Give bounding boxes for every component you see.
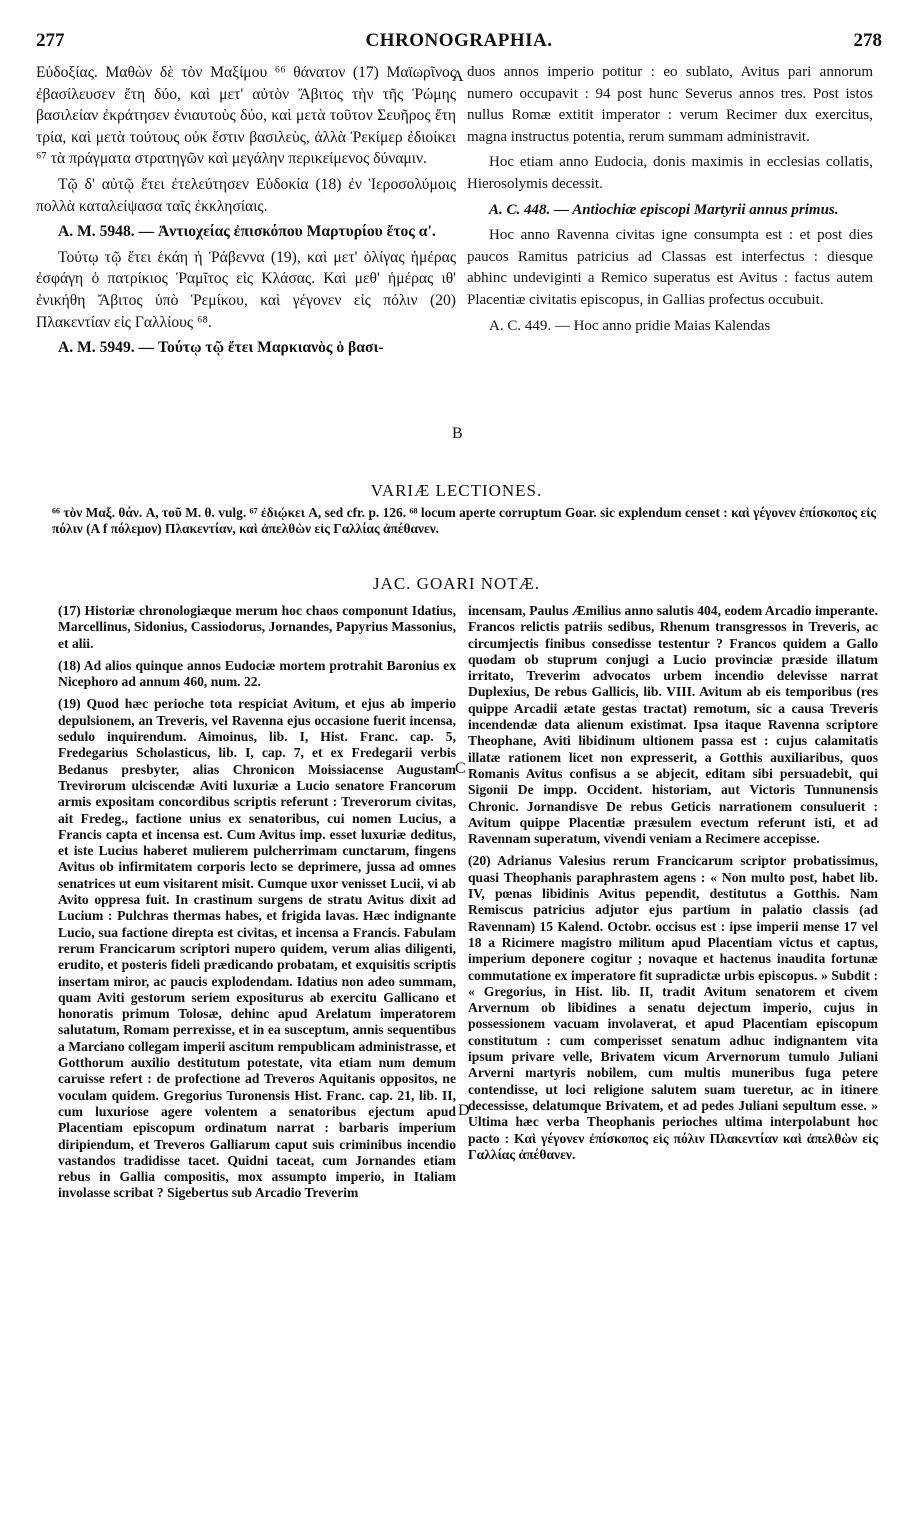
- greek-text-column: [36, 62, 456, 472]
- page-number-left: 277: [36, 30, 65, 51]
- greek-year-heading: A. M. 5949. — Τούτῳ τῷ ἔτει Μαρκιανὸς ὁ βασι-: [58, 339, 384, 357]
- latin-paragraph: Hoc anno Ravenna civitas igne consumpta est : et post dies paucos Ramitus patricius ad Classas est interfectus : diesque abhinc undeviginti a Remico superatus est Avitus : factus autem Placentiæ civitatis episcopus, in Gallias profectus occubuit.: [467, 227, 873, 308]
- note-paragraph: (18) Ad alios quinque annos Eudociæ mortem protrahit Baronius ex Nicephoro ad annum 460, num. 22.: [58, 657, 456, 690]
- margin-letter-a: A: [452, 68, 464, 85]
- latin-paragraph: Hoc etiam anno Eudocia, donis maximis in ecclesias collatis, Hierosolymis decessit.: [467, 154, 873, 192]
- latin-year-heading: A. C. 449. — Hoc anno pridie Maias Kalendas: [489, 317, 771, 334]
- variae-lectiones-text: ⁶⁶ τὸν Μαξ. θάν. A, τοῦ M. θ. vulg. ⁶⁷ ἐδιῴκει A, sed cfr. p. 126. ⁶⁸ locum aperte corruptum Goar. sic explendum censet : καὶ γέγονεν ἐπίσκοπος εἰς πόλιν (A f πόλεμον) Πλακεντίαν, καὶ ἀπελθὼν εἰς Γαλλίας ἀπέθανεν.: [52, 505, 876, 536]
- greek-paragraph: Τούτῳ τῷ ἔτει ἑκάη ἡ Ῥάβεννα (19), καὶ μετ' ὀλίγας ἡμέρας ἐσφάγη ὁ πατρίκιος Ῥαμῖτος εἰς Κλάσας. Καὶ μεθ' ἡμέρας ιθ' ἐνικήθη Ἄβιτος ὑπὸ Ῥεμίκου, καὶ γέγονεν εἰς πόλιν (20) Πλακεντίαν εἰς Γαλλίους ⁶⁸.: [36, 248, 456, 331]
- greek-year-heading: A. M. 5948. — Ἀντιοχείας ἐπισκόπου Μαρτυρίου ἔτος α'.: [58, 223, 436, 241]
- latin-paragraph: duos annos imperio potitur : eo sublato, Avitus pari annorum numero occupavit : 94 post hunc Severus annos tres. Post istos nullus Romæ extitit imperator : verum Recimer dux exercitus, magna instructus potentia, rerum summam administravit.: [467, 64, 873, 145]
- note-paragraph: (19) Quod hæc perioche tota respiciat Avitum, et ejus ab imperio depulsionem, an Treveris, vel Ravenna ejus occasione fuerit incensa, sedulo inquirendum. Aimoinus, lib. I, Hist. Franc. cap. 5, Fredegarius Scholasticus, lib. I, cap. 7, et ex Fredegarii verbis Bedanus presbyter, alias Chronicon Moissiacense Augustam Trevirorum ulciscendæ Aviti luxuriæ a Lucio senatore Francorum armis expositam concordibus scriptis referunt : Treverorum civitas, ait Fredeg., factione unius ex senatoribus, cui nomen Lucius, a Francis capta et incensa est. Cum Avitus imp. esset luxuriæ deditus, et iste Lucius haberet mulierem pulcherrimam cunctarum, fingens Avitus ob infirmitatem corporis lecto se deprimere, jussa ad omnes senatrices ut eum visitarent misit. Cumque uxor venisset Lucii, vi ab Avito oppresa fuit. In crastinum surgens de stratu Avitus dixit ad Lucium : Pulchras thermas habes, et frigida lavas. Hæc indignante Lucio, sua factione direpta est civitas, et incensa a Francis. Fabulam rerum Francicarum scriptori nupero quidem, verum alias diligenti, erudito, et posteris fideli prædicando probatam, et exquisitis scriptis insertam miror, ac paucis explodendam. Idatius non adeo summam, quam Aviti gestorum seriem expositurus ab exercitu Gallicano et honoratis primum Tolosæ, dehinc apud Arelatum imperatorem salutatum, Romam perrexisse, et in ea susceptum, annis sequentibus a Marciano collegam imperii ascitum rempublicam administrasse, et Gotthorum auxilio destitutum potestate, vita etiam num demum caruisse refert : de profectione ad Treveros Aquitanis oppositos, ne voculam quidem. Gregorius Turonensis Hist. Franc. cap. 21, lib. II, cum luxuriose agere volentem a senatoribus ejectum apud Placentiam episcopum ordinatum narrat : barbaris imperium diripiendum, et Treveros Galliarum caput suis criminibus incendio vastandos tradidisse tacet. Quidni taceat, cum Jornandes etiam rebus in Gallia compositis, mox assumpto imperio, in Italiam involasse scribat ? Sigebertus sub Arcadio Treverim: [58, 696, 456, 1201]
- note-paragraph: (20) Adrianus Valesius rerum Francicarum scriptor probatissimus, quasi Theophanis paraphrastem agens : « Non multo post, habet lib. IV, pœnas libidinis Avitus pependit, destitutus a Gotthis. Nam Remiscus patricius adjutor ejus partium in palatio classis (ad Ravennam) 15 Kalend. Octobr. occisus est : ipse imperii mense 17 vel 18 a Ricimere magistro militum apud Placentiam victus et captus, imperium deponere cogitur ; novaque et hactenus inaudita fortunæ commutatione ex imperatore fit supradictæ urbis episcopus. » Subdit : « Gregorius, in Hist. lib. II, tradit Avitum senatorem et civem Arvernum ob libidines a senatu dejectum imperio, cujus in possessionem vacuam involaverat, et apud Placentiam episcopum constitutum : cum comperisset senatum adhuc indignantem vita ipsum privare velle, Brivatem vicum Arvernorum tumulo Juliani Arverni martyris nobilem, cum multis muneribus fuga petere contendisse, ut loci religione salutem suam tueretur, ac in itinere decessisse, delatumque Brivatem, et ad pedes Juliani sepultum esse. » Ultima hæc verba Theophanis perioches ultima interpolabunt hoc pacto : Καὶ γέγονεν ἐπίσκοπος εἰς πόλιν Πλακεντίαν καὶ ἀπελθὼν εἰς Γαλλίας ἀπέθανεν.: [468, 853, 878, 1162]
- notes-left-column: [58, 603, 456, 1473]
- running-title: CHRONOGRAPHIA.: [365, 30, 553, 51]
- margin-letter-b: B: [452, 425, 463, 442]
- margin-letter-d: D: [458, 1102, 470, 1119]
- greek-paragraph: Εὐδοξίας. Μαθὼν δὲ τὸν Μαξίμου ⁶⁶ θάνατον (17) Μαϊωρῖνος ἐβασίλευσεν ἔτη δύο, καὶ μετ' αὐτὸν Ἄβιτος τὴν τῆς Ῥώμης βασιλείαν ἐκράτησεν ἐνιαυτοὺς δύο, καὶ μετὰ τοῦτον Σευῆρος ἔτη τρία, καὶ μετὰ τούτους οὐκ ἔστιν βασιλεὺς, ἀλλὰ Ῥεκίμερ ἐδιοίκει ⁶⁷ τὰ πράγματα στρατηγῶν καὶ μεγάλην περικείμενος δύναμιν.: [36, 64, 456, 168]
- page-number-right: 278: [853, 30, 882, 51]
- goari-notae-title: JAC. GOARI NOTÆ.: [372, 574, 541, 593]
- note-paragraph: incensam, Paulus Æmilius anno salutis 404, eodem Arcadio imperante. Francos relictis patriis sedibus, Rhenum transgressos in Treveris, ac circumjectis finibus consedisse testentur ? Francos quidem a Gallo quodam ob stuprum conjugi a Lucio provinciæ præside illatum irritato, Treverim advocatos urbem incendio delevisse narrat Duplexius, De rebus Gallicis, lib. VIII. Avitum ab eis temporibus (res quippe Arcadii ætate gestas tractat) remotum, sic a causa Treveris incendendæ data alienum existimat. Ipsa itaque Ravenna scriptore Theophane, Aviti libidinum ultionem passa est : cujus calamitatis illatæ rationem licet non expresserit, a Gotthis auxiliaribus, quos Romanis Avitus confisus a se abjecit, editam sibi persuadebit, qui Sigonii De impp. Occident. historiam, aut Victoris Tunnunensis Chronic. Jornandisve De rebus Geticis narrationem consuluerit : Avitum quippe Placentiæ præsulem evectum referunt isti, et ad Ravennam superatum, vivendi veniam a Recimere accepisse.: [468, 603, 878, 847]
- variae-lectiones-title: VARIÆ LECTIONES.: [370, 481, 543, 500]
- running-header: [36, 30, 882, 56]
- latin-text-column: [467, 62, 873, 472]
- notes-right-column: [468, 603, 878, 1473]
- greek-paragraph: Τῷ δ' αὐτῷ ἔτει ἐτελεύτησεν Εὐδοκία (18) ἐν Ἱεροσολύμοις πολλὰ καταλείψασα ταῖς ἐκκλησίαις.: [36, 175, 456, 215]
- note-paragraph: (17) Historiæ chronologiæque merum hoc chaos componunt Idatius, Marcellinus, Sidonius, Cassiodorus, Jornandes, Papyrius Massonius, et alii.: [58, 603, 456, 651]
- margin-letter-c: C: [455, 760, 466, 777]
- latin-year-heading: A. C. 448. — Antiochiæ episcopi Martyrii annus primus.: [489, 201, 839, 218]
